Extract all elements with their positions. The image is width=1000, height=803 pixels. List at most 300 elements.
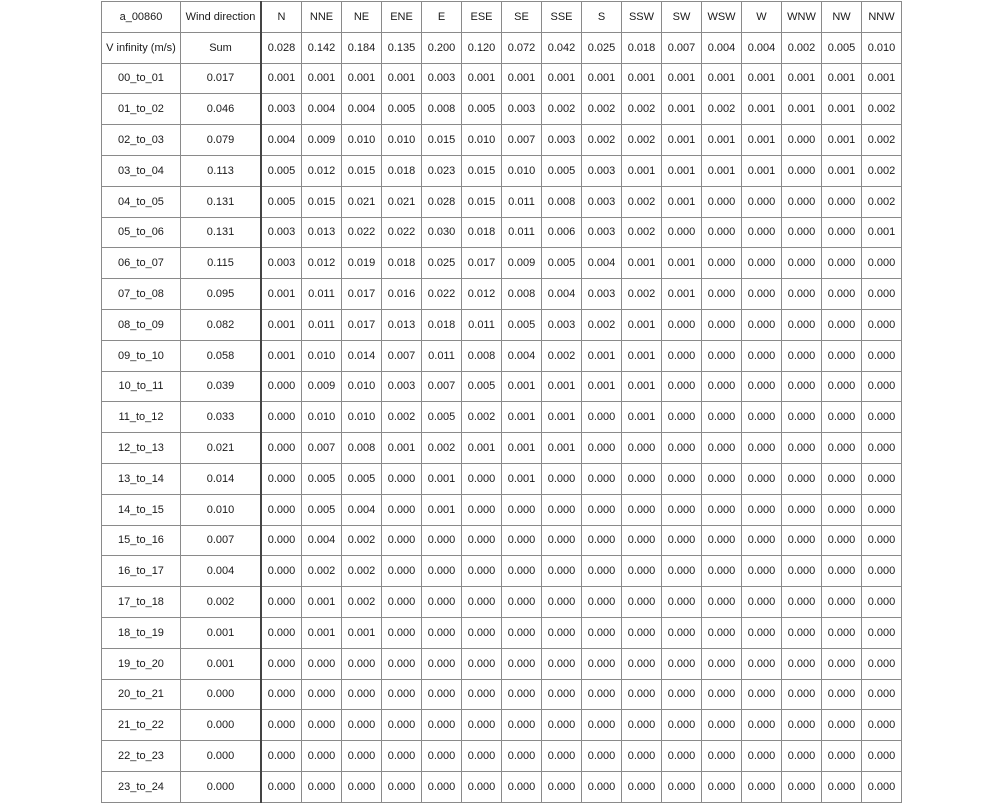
frequency-cell: 0.003 [382,371,422,402]
frequency-cell: 0.000 [782,125,822,156]
frequency-cell: 0.000 [422,648,462,679]
frequency-cell: 0.000 [582,463,622,494]
frequency-cell: 0.000 [582,494,622,525]
frequency-cell: 0.007 [502,125,542,156]
frequency-cell: 0.000 [862,617,902,648]
frequency-cell: 0.000 [382,587,422,618]
frequency-cell: 0.000 [742,587,782,618]
frequency-cell: 0.001 [622,248,662,279]
frequency-cell: 0.000 [261,617,302,648]
table-row [102,94,902,125]
frequency-cell: 0.000 [462,494,502,525]
frequency-cell: 0.000 [822,494,862,525]
row-sum-cell: 0.039 [181,371,262,402]
frequency-cell: 0.000 [742,309,782,340]
direction-header-se: SE [502,2,542,33]
frequency-cell: 0.010 [302,340,342,371]
frequency-cell: 0.000 [582,556,622,587]
frequency-cell: 0.000 [742,186,782,217]
frequency-cell: 0.000 [622,679,662,710]
frequency-cell: 0.018 [382,155,422,186]
table-row [102,63,902,94]
speed-bin-label: 10_to_11 [102,371,181,402]
frequency-cell: 0.000 [382,617,422,648]
frequency-cell: 0.001 [822,63,862,94]
direction-header-ssw: SSW [622,2,662,33]
frequency-cell: 0.004 [342,94,382,125]
frequency-cell: 0.007 [382,340,422,371]
frequency-cell: 0.000 [662,771,702,802]
frequency-cell: 0.004 [502,340,542,371]
direction-total-cell: 0.007 [662,32,702,63]
frequency-cell: 0.001 [542,402,582,433]
frequency-cell: 0.000 [742,648,782,679]
row-sum-cell: 0.082 [181,309,262,340]
frequency-cell: 0.010 [342,402,382,433]
frequency-cell: 0.002 [622,186,662,217]
frequency-cell: 0.001 [302,587,342,618]
frequency-cell: 0.000 [261,402,302,433]
frequency-cell: 0.000 [382,679,422,710]
frequency-cell: 0.007 [302,433,342,464]
frequency-cell: 0.002 [422,433,462,464]
table-row [102,125,902,156]
frequency-cell: 0.002 [862,94,902,125]
row-sum-cell: 0.000 [181,710,262,741]
frequency-cell: 0.000 [542,587,582,618]
frequency-cell: 0.000 [702,556,742,587]
frequency-cell: 0.019 [342,248,382,279]
frequency-cell: 0.012 [302,155,342,186]
frequency-cell: 0.010 [462,125,502,156]
direction-header-e: E [422,2,462,33]
frequency-cell: 0.000 [862,279,902,310]
direction-header-ese: ESE [462,2,502,33]
frequency-cell: 0.005 [261,186,302,217]
frequency-cell: 0.000 [662,340,702,371]
table-row [102,617,902,648]
frequency-cell: 0.000 [702,494,742,525]
table-row [102,771,902,802]
frequency-cell: 0.002 [622,94,662,125]
frequency-cell: 0.000 [742,402,782,433]
frequency-cell: 0.001 [702,155,742,186]
frequency-cell: 0.000 [782,248,822,279]
direction-header-sw: SW [662,2,702,33]
frequency-cell: 0.000 [622,741,662,772]
frequency-cell: 0.028 [422,186,462,217]
direction-header-n: N [261,2,302,33]
frequency-cell: 0.000 [862,248,902,279]
frequency-cell: 0.000 [822,248,862,279]
frequency-cell: 0.000 [502,741,542,772]
frequency-cell: 0.000 [822,587,862,618]
frequency-cell: 0.001 [662,155,702,186]
frequency-cell: 0.000 [462,648,502,679]
table-row [102,556,902,587]
frequency-cell: 0.001 [622,309,662,340]
frequency-cell: 0.011 [422,340,462,371]
frequency-cell: 0.018 [382,248,422,279]
frequency-cell: 0.000 [662,371,702,402]
row-sum-cell: 0.000 [181,741,262,772]
frequency-cell: 0.001 [542,433,582,464]
frequency-cell: 0.001 [742,125,782,156]
frequency-cell: 0.000 [702,617,742,648]
frequency-cell: 0.000 [662,648,702,679]
frequency-cell: 0.006 [542,217,582,248]
frequency-cell: 0.000 [422,710,462,741]
frequency-cell: 0.002 [582,94,622,125]
frequency-cell: 0.001 [302,617,342,648]
wind-direction-header: Wind direction [181,2,262,33]
frequency-cell: 0.003 [261,94,302,125]
frequency-cell: 0.001 [822,155,862,186]
frequency-cell: 0.005 [261,155,302,186]
frequency-cell: 0.000 [261,433,302,464]
frequency-cell: 0.000 [742,217,782,248]
speed-bin-label: 09_to_10 [102,340,181,371]
table-row [102,587,902,618]
frequency-cell: 0.005 [502,309,542,340]
frequency-cell: 0.022 [422,279,462,310]
frequency-cell: 0.002 [542,94,582,125]
speed-bin-label: 18_to_19 [102,617,181,648]
frequency-cell: 0.002 [582,125,622,156]
direction-header-ne: NE [342,2,382,33]
frequency-cell: 0.001 [662,186,702,217]
speed-bin-label: 02_to_03 [102,125,181,156]
frequency-cell: 0.001 [422,463,462,494]
frequency-cell: 0.000 [862,648,902,679]
frequency-cell: 0.001 [302,63,342,94]
speed-bin-label: 04_to_05 [102,186,181,217]
row-sum-cell: 0.131 [181,186,262,217]
direction-header-sse: SSE [542,2,582,33]
direction-header-nne: NNE [302,2,342,33]
frequency-cell: 0.000 [622,771,662,802]
direction-total-cell: 0.010 [862,32,902,63]
speed-bin-label: 16_to_17 [102,556,181,587]
frequency-cell: 0.021 [342,186,382,217]
direction-header-ene: ENE [382,2,422,33]
frequency-cell: 0.000 [342,771,382,802]
frequency-cell: 0.000 [582,679,622,710]
frequency-cell: 0.009 [502,248,542,279]
frequency-cell: 0.004 [582,248,622,279]
frequency-cell: 0.001 [862,217,902,248]
frequency-cell: 0.003 [261,217,302,248]
frequency-cell: 0.000 [742,771,782,802]
frequency-cell: 0.000 [582,741,622,772]
frequency-cell: 0.000 [582,710,622,741]
frequency-cell: 0.005 [342,463,382,494]
frequency-cell: 0.000 [261,741,302,772]
frequency-cell: 0.000 [702,217,742,248]
frequency-cell: 0.000 [782,648,822,679]
frequency-cell: 0.018 [462,217,502,248]
table-row [102,741,902,772]
frequency-cell: 0.000 [462,556,502,587]
frequency-cell: 0.000 [782,371,822,402]
frequency-cell: 0.000 [422,556,462,587]
frequency-cell: 0.000 [702,710,742,741]
row-sum-cell: 0.095 [181,279,262,310]
frequency-cell: 0.001 [782,63,822,94]
frequency-cell: 0.008 [342,433,382,464]
frequency-cell: 0.001 [662,63,702,94]
frequency-cell: 0.000 [382,494,422,525]
frequency-cell: 0.000 [782,556,822,587]
direction-header-nnw: NNW [862,2,902,33]
frequency-cell: 0.000 [702,402,742,433]
frequency-cell: 0.001 [502,402,542,433]
row-sum-cell: 0.014 [181,463,262,494]
row-sum-cell: 0.033 [181,402,262,433]
frequency-cell: 0.001 [582,340,622,371]
frequency-cell: 0.000 [822,525,862,556]
speed-bin-label: 03_to_04 [102,155,181,186]
direction-total-cell: 0.025 [582,32,622,63]
frequency-cell: 0.000 [382,648,422,679]
frequency-cell: 0.000 [742,463,782,494]
frequency-cell: 0.000 [462,679,502,710]
frequency-cell: 0.000 [702,371,742,402]
frequency-cell: 0.000 [862,741,902,772]
frequency-cell: 0.013 [302,217,342,248]
frequency-cell: 0.000 [782,494,822,525]
direction-total-cell: 0.005 [822,32,862,63]
frequency-cell: 0.000 [862,556,902,587]
frequency-cell: 0.000 [502,556,542,587]
frequency-cell: 0.000 [382,525,422,556]
frequency-cell: 0.008 [542,186,582,217]
frequency-cell: 0.000 [261,463,302,494]
frequency-cell: 0.003 [582,155,622,186]
direction-total-cell: 0.002 [782,32,822,63]
frequency-cell: 0.018 [422,309,462,340]
frequency-cell: 0.003 [582,186,622,217]
frequency-cell: 0.002 [582,309,622,340]
frequency-cell: 0.000 [702,186,742,217]
frequency-cell: 0.001 [342,617,382,648]
frequency-cell: 0.000 [582,648,622,679]
frequency-cell: 0.000 [822,217,862,248]
frequency-cell: 0.000 [422,679,462,710]
table-row [102,340,902,371]
frequency-cell: 0.001 [862,63,902,94]
speed-bin-label: 19_to_20 [102,648,181,679]
frequency-cell: 0.000 [862,402,902,433]
frequency-cell: 0.000 [822,679,862,710]
frequency-cell: 0.001 [582,371,622,402]
frequency-cell: 0.000 [862,309,902,340]
frequency-cell: 0.001 [502,371,542,402]
frequency-cell: 0.014 [342,340,382,371]
frequency-cell: 0.017 [342,309,382,340]
row-sum-cell: 0.113 [181,155,262,186]
frequency-cell: 0.005 [542,155,582,186]
frequency-cell: 0.007 [422,371,462,402]
frequency-cell: 0.000 [702,741,742,772]
frequency-cell: 0.010 [342,371,382,402]
frequency-cell: 0.001 [542,63,582,94]
frequency-cell: 0.000 [261,771,302,802]
row-sum-cell: 0.017 [181,63,262,94]
table-row [102,710,902,741]
frequency-cell: 0.000 [302,648,342,679]
frequency-cell: 0.002 [622,279,662,310]
frequency-cell: 0.015 [462,186,502,217]
frequency-cell: 0.000 [742,371,782,402]
table-row [102,309,902,340]
frequency-cell: 0.000 [742,617,782,648]
frequency-cell: 0.000 [622,525,662,556]
frequency-cell: 0.011 [502,217,542,248]
frequency-cell: 0.000 [542,741,582,772]
frequency-cell: 0.005 [542,248,582,279]
frequency-cell: 0.001 [382,433,422,464]
frequency-cell: 0.001 [502,63,542,94]
speed-bin-label: 05_to_06 [102,217,181,248]
frequency-cell: 0.011 [302,309,342,340]
frequency-cell: 0.009 [302,371,342,402]
frequency-cell: 0.022 [382,217,422,248]
frequency-cell: 0.000 [782,433,822,464]
frequency-cell: 0.000 [782,309,822,340]
row-sum-cell: 0.046 [181,94,262,125]
frequency-cell: 0.000 [702,309,742,340]
row-sum-cell: 0.010 [181,494,262,525]
speed-bin-label: 08_to_09 [102,309,181,340]
frequency-cell: 0.000 [662,525,702,556]
frequency-cell: 0.002 [462,402,502,433]
speed-bin-label: 13_to_14 [102,463,181,494]
frequency-cell: 0.000 [502,587,542,618]
frequency-cell: 0.000 [742,679,782,710]
table-row [102,248,902,279]
frequency-cell: 0.000 [261,587,302,618]
frequency-cell: 0.000 [622,710,662,741]
frequency-cell: 0.000 [742,279,782,310]
frequency-cell: 0.000 [782,710,822,741]
speed-bin-label: 15_to_16 [102,525,181,556]
frequency-cell: 0.000 [742,433,782,464]
frequency-cell: 0.000 [662,556,702,587]
frequency-cell: 0.000 [582,617,622,648]
wind-frequency-table [101,1,902,803]
row-sum-cell: 0.000 [181,771,262,802]
direction-total-cell: 0.042 [542,32,582,63]
frequency-cell: 0.011 [302,279,342,310]
speed-bin-label: 20_to_21 [102,679,181,710]
frequency-cell: 0.000 [862,679,902,710]
frequency-cell: 0.000 [822,279,862,310]
frequency-cell: 0.000 [622,433,662,464]
row-sum-cell: 0.131 [181,217,262,248]
frequency-cell: 0.001 [822,125,862,156]
frequency-cell: 0.000 [742,494,782,525]
speed-bin-label: 23_to_24 [102,771,181,802]
frequency-cell: 0.000 [742,741,782,772]
frequency-cell: 0.005 [382,94,422,125]
frequency-cell: 0.008 [462,340,502,371]
frequency-cell: 0.011 [502,186,542,217]
frequency-cell: 0.000 [862,371,902,402]
frequency-cell: 0.000 [462,617,502,648]
frequency-cell: 0.002 [302,556,342,587]
frequency-cell: 0.002 [622,125,662,156]
frequency-cell: 0.000 [742,556,782,587]
frequency-cell: 0.000 [822,186,862,217]
frequency-cell: 0.000 [542,617,582,648]
direction-header-s: S [582,2,622,33]
frequency-cell: 0.001 [261,63,302,94]
frequency-cell: 0.000 [502,494,542,525]
frequency-cell: 0.003 [582,279,622,310]
frequency-cell: 0.023 [422,155,462,186]
frequency-cell: 0.000 [862,463,902,494]
frequency-cell: 0.000 [862,433,902,464]
frequency-cell: 0.000 [542,648,582,679]
frequency-cell: 0.000 [702,433,742,464]
frequency-cell: 0.000 [702,648,742,679]
frequency-cell: 0.003 [422,63,462,94]
direction-total-cell: 0.135 [382,32,422,63]
speed-bin-label: 00_to_01 [102,63,181,94]
direction-total-cell: 0.004 [742,32,782,63]
frequency-cell: 0.000 [622,494,662,525]
speed-bin-label: 01_to_02 [102,94,181,125]
table-row [102,648,902,679]
direction-total-cell: 0.184 [342,32,382,63]
frequency-cell: 0.000 [862,710,902,741]
frequency-cell: 0.000 [502,771,542,802]
frequency-cell: 0.000 [782,741,822,772]
frequency-cell: 0.000 [782,771,822,802]
frequency-cell: 0.001 [662,125,702,156]
frequency-cell: 0.001 [782,94,822,125]
frequency-cell: 0.000 [662,741,702,772]
frequency-cell: 0.005 [462,94,502,125]
frequency-cell: 0.000 [702,340,742,371]
frequency-cell: 0.001 [622,340,662,371]
row-sum-cell: 0.001 [181,648,262,679]
frequency-cell: 0.000 [782,525,822,556]
frequency-cell: 0.001 [662,248,702,279]
frequency-cell: 0.000 [782,340,822,371]
frequency-cell: 0.017 [462,248,502,279]
frequency-cell: 0.000 [422,587,462,618]
frequency-cell: 0.000 [342,679,382,710]
frequency-cell: 0.000 [542,463,582,494]
direction-header-wsw: WSW [702,2,742,33]
frequency-cell: 0.000 [261,556,302,587]
frequency-cell: 0.000 [542,556,582,587]
frequency-cell: 0.000 [382,463,422,494]
frequency-cell: 0.000 [502,710,542,741]
frequency-cell: 0.010 [382,125,422,156]
frequency-cell: 0.015 [462,155,502,186]
frequency-cell: 0.001 [742,94,782,125]
frequency-cell: 0.015 [342,155,382,186]
frequency-cell: 0.000 [782,463,822,494]
frequency-cell: 0.004 [542,279,582,310]
frequency-cell: 0.000 [261,679,302,710]
frequency-cell: 0.001 [502,433,542,464]
frequency-cell: 0.015 [422,125,462,156]
frequency-cell: 0.000 [502,617,542,648]
